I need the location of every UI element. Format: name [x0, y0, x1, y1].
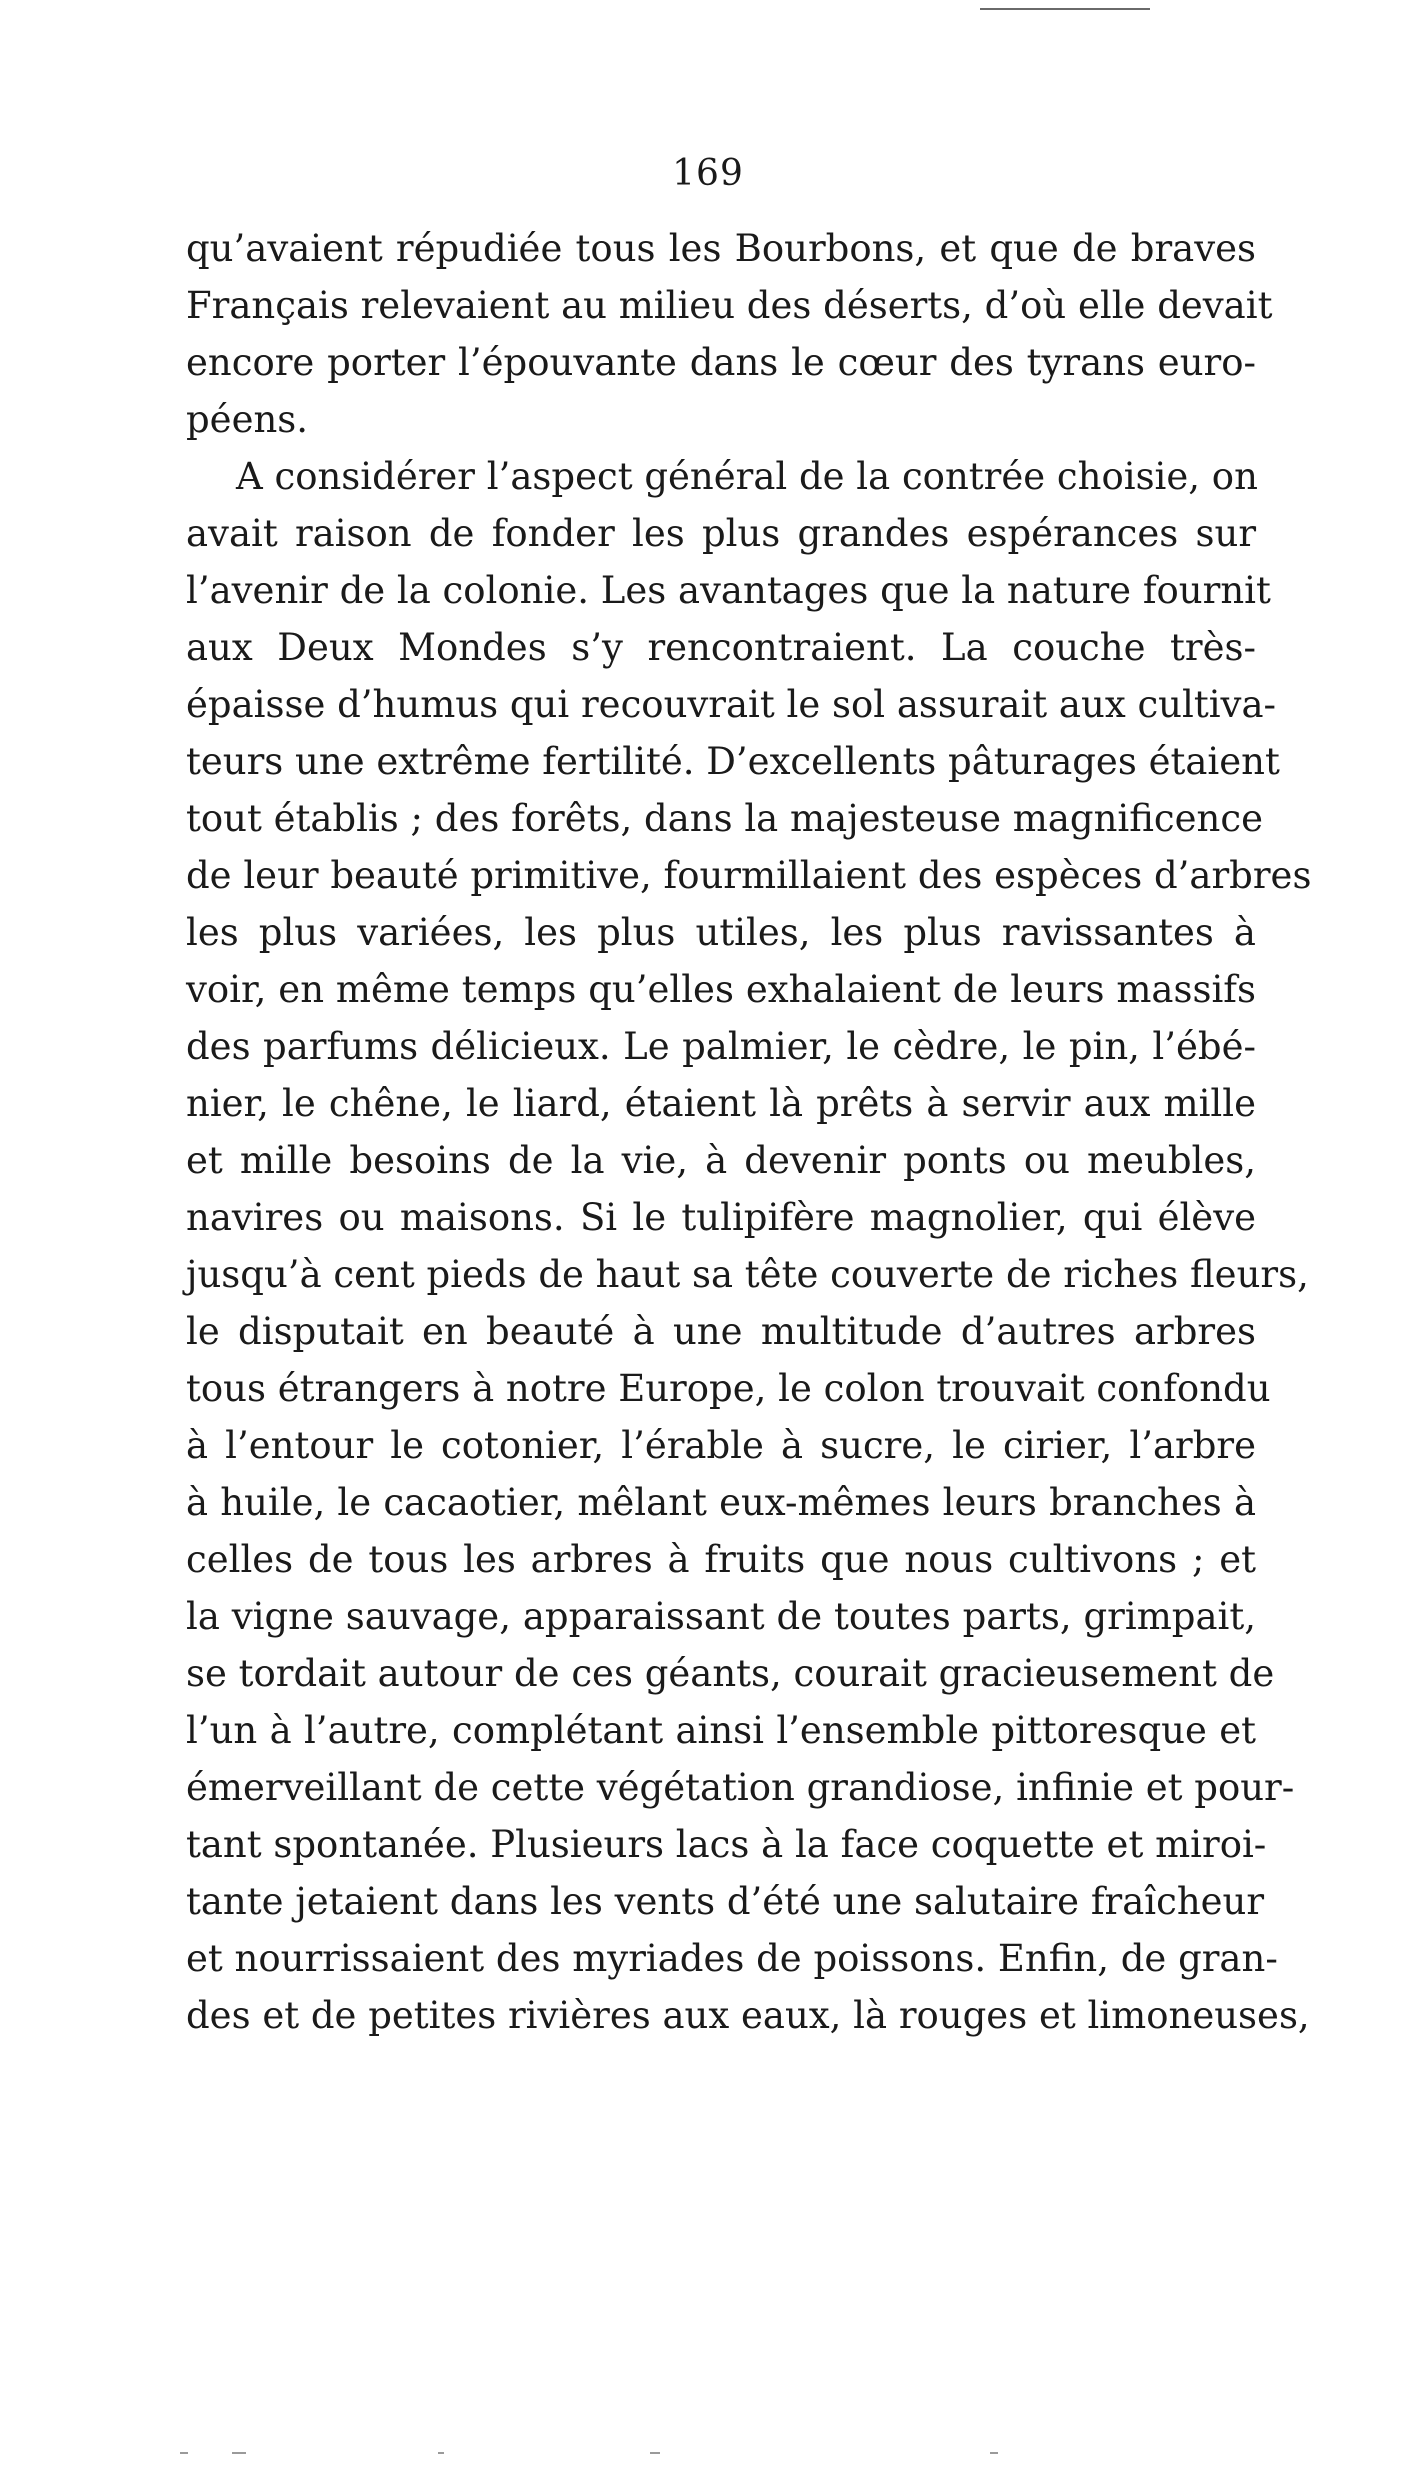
- text-line: voir, en même temps qu’elles exhalaient de leurs massifs: [186, 968, 1256, 1011]
- text-line: avait raison de fonder les plus grandes espérances sur: [186, 512, 1256, 555]
- bottom-margin-specks: [0, 2452, 1416, 2456]
- text-line: tante jetaient dans les vents d’été une salutaire fraîcheur: [186, 1880, 1265, 1923]
- text-line: tant spontanée. Plusieurs lacs à la face coquette et miroi-: [186, 1823, 1267, 1866]
- text-line: nier, le chêne, le liard, étaient là prêts à servir aux mille: [186, 1082, 1256, 1125]
- text-line: aux Deux Mondes s’y rencontraient. La couche très-: [186, 626, 1256, 669]
- text-line: l’avenir de la colonie. Les avantages que la nature fournit: [186, 569, 1271, 612]
- text-line: épaisse d’humus qui recouvrait le sol assurait aux cultiva-: [186, 683, 1277, 726]
- text-line: à huile, le cacaotier, mêlant eux-mêmes leurs branches à: [186, 1481, 1256, 1524]
- text-line: se tordait autour de ces géants, courait gracieusement de: [186, 1652, 1275, 1695]
- text-line: A considérer l’aspect général de la contrée choisie, on: [236, 455, 1258, 498]
- text-line: de leur beauté primitive, fourmillaient des espèces d’arbres: [186, 854, 1312, 897]
- text-line: Français relevaient au milieu des déserts, d’où elle devait: [186, 284, 1273, 327]
- text-line: teurs une extrême fertilité. D’excellents pâturages étaient: [186, 740, 1280, 783]
- text-line: jusqu’à cent pieds de haut sa tête couverte de riches fleurs,: [186, 1253, 1309, 1296]
- text-line: à l’entour le cotonier, l’érable à sucre, le cirier, l’arbre: [186, 1424, 1256, 1467]
- text-line: encore porter l’épouvante dans le cœur des tyrans euro-: [186, 341, 1256, 384]
- text-line: la vigne sauvage, apparaissant de toutes parts, grimpait,: [186, 1595, 1256, 1638]
- text-line: l’un à l’autre, complétant ainsi l’ensemble pittoresque et: [186, 1709, 1256, 1752]
- text-line: péens.: [186, 398, 309, 441]
- text-line: tout établis ; des forêts, dans la majesteuse magnificence: [186, 797, 1263, 840]
- body-text: [186, 220, 1312, 2044]
- text-line: et mille besoins de la vie, à devenir ponts ou meubles,: [186, 1139, 1256, 1182]
- text-line: navires ou maisons. Si le tulipifère magnolier, qui élève: [186, 1196, 1256, 1239]
- top-rule: [980, 8, 1150, 10]
- page-number: 169: [672, 153, 744, 194]
- text-line: des et de petites rivières aux eaux, là rouges et limoneuses,: [186, 1994, 1310, 2037]
- text-line: le disputait en beauté à une multitude d’autres arbres: [186, 1310, 1256, 1353]
- text-line: tous étrangers à notre Europe, le colon trouvait confondu: [186, 1367, 1271, 1410]
- text-line: les plus variées, les plus utiles, les plus ravissantes à: [186, 911, 1256, 954]
- text-line: émerveillant de cette végétation grandiose, infinie et pour-: [186, 1766, 1295, 1809]
- text-line: et nourrissaient des myriades de poissons. Enfin, de gran-: [186, 1937, 1278, 1980]
- text-line: qu’avaient répudiée tous les Bourbons, et que de braves: [186, 227, 1256, 270]
- text-line: des parfums délicieux. Le palmier, le cèdre, le pin, l’ébé-: [186, 1025, 1256, 1068]
- text-line: celles de tous les arbres à fruits que nous cultivons ; et: [186, 1538, 1256, 1581]
